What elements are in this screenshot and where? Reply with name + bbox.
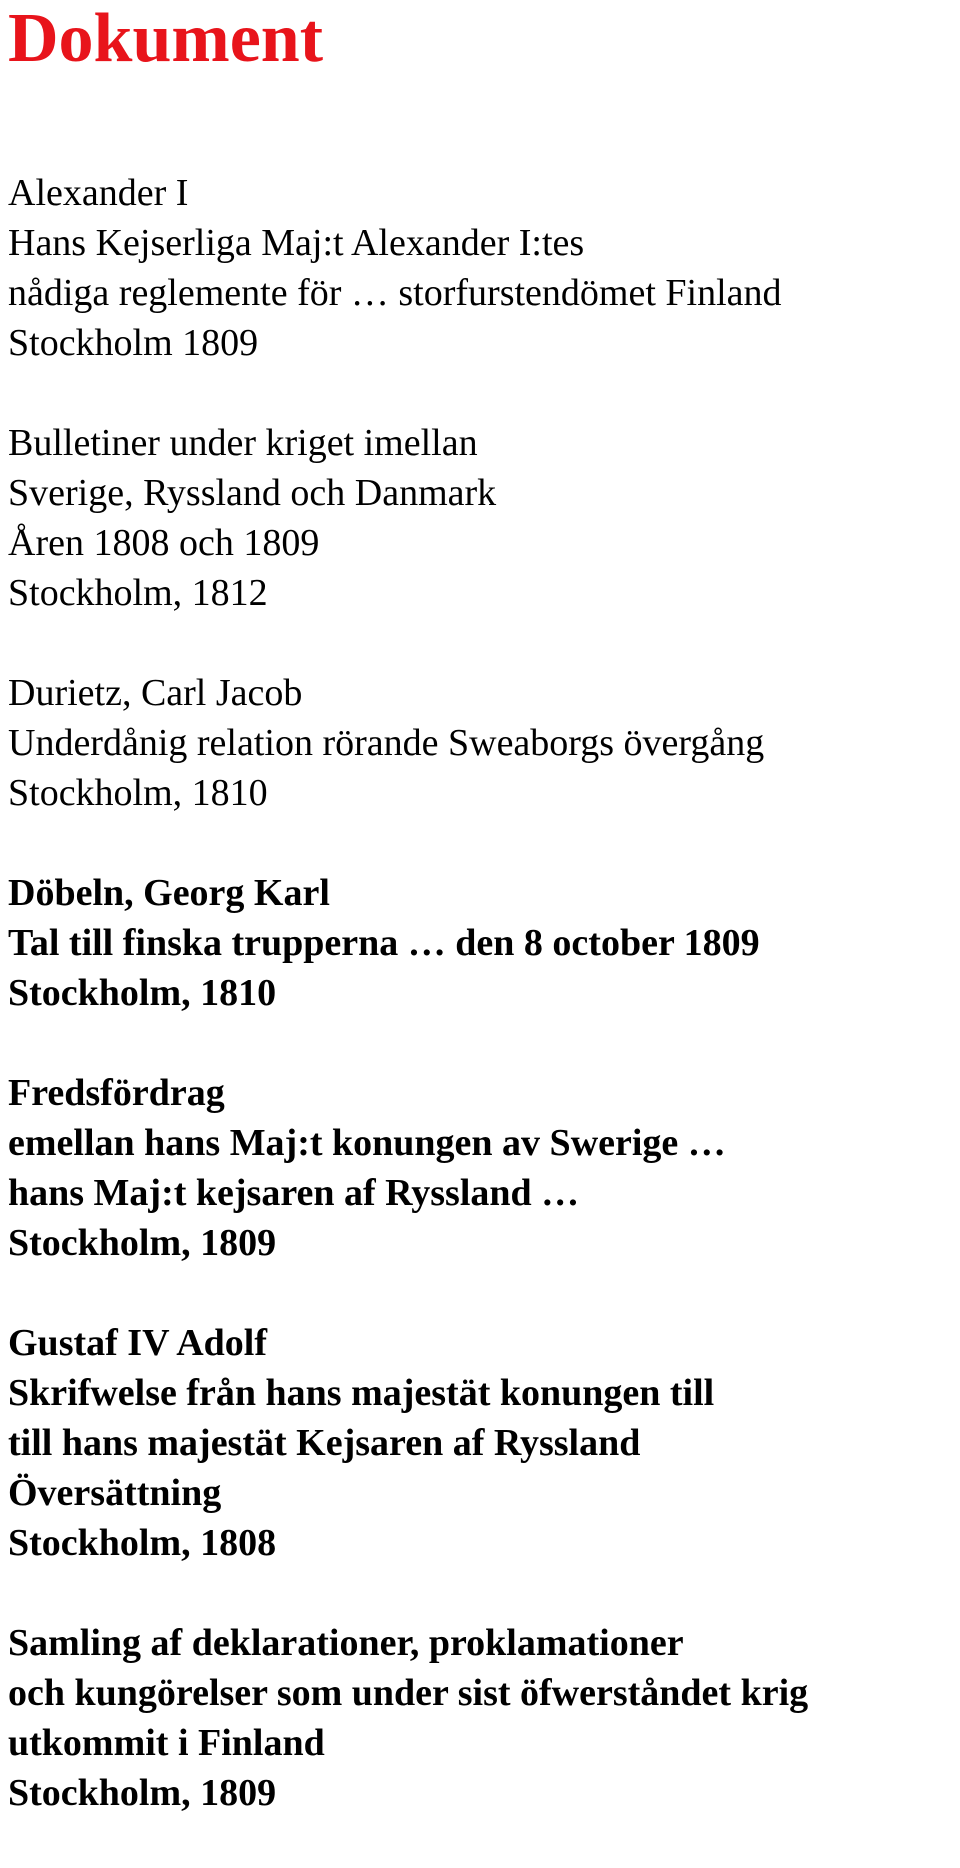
entry-heading: Bulletiner under kriget imellan (8, 422, 478, 464)
entry-line: Stockholm, 1810 (8, 772, 268, 814)
entry-line: Stockholm 1809 (8, 322, 259, 364)
entry-line: Stockholm, 1809 (8, 1772, 277, 1814)
bibliography-entry (8, 418, 952, 618)
entry-line: nådiga reglemente för … storfurstendömet Finland (8, 272, 782, 314)
entry-line: Sverige, Ryssland och Danmark (8, 472, 497, 514)
page-title: Dokument (8, 0, 324, 77)
entry-line: Åren 1808 och 1809 (8, 522, 320, 564)
entry-line: och kungörelser som under sist öfwerståndet krig (8, 1672, 809, 1714)
entry-line: Tal till finska trupperna … den 8 october 1809 (8, 922, 760, 964)
entry-heading: Gustaf IV Adolf (8, 1322, 268, 1364)
entry-heading: Alexander I (8, 172, 189, 214)
entry-heading: Fredsfördrag (8, 1072, 225, 1114)
entry-line: emellan hans Maj:t konungen av Swerige … (8, 1122, 726, 1164)
bibliography-entry (8, 668, 952, 818)
bibliography-entry (8, 168, 952, 368)
entry-line: utkommit i Finland (8, 1722, 325, 1764)
entry-line: Stockholm, 1810 (8, 972, 277, 1014)
bibliography-entry (8, 1068, 952, 1268)
bibliography-entry (8, 1318, 952, 1568)
entry-line: Underdånig relation rörande Sweaborgs övergång (8, 722, 765, 764)
entry-line: hans Maj:t kejsaren af Ryssland … (8, 1172, 580, 1214)
document-page (8, 0, 952, 1868)
entry-heading: Durietz, Carl Jacob (8, 672, 303, 714)
entry-heading: Samling af deklarationer, proklamationer (8, 1622, 684, 1664)
bibliography-list (8, 168, 952, 1818)
entry-line: Skrifwelse från hans majestät konungen till (8, 1372, 715, 1414)
bibliography-entry (8, 868, 952, 1018)
entry-line: Stockholm, 1809 (8, 1222, 277, 1264)
entry-line: Översättning (8, 1472, 222, 1514)
entry-line: Hans Kejserliga Maj:t Alexander I:tes (8, 222, 585, 264)
bibliography-entry (8, 1618, 952, 1818)
entry-line: till hans majestät Kejsaren af Ryssland (8, 1422, 641, 1464)
entry-heading: Döbeln, Georg Karl (8, 872, 330, 914)
entry-line: Stockholm, 1808 (8, 1522, 277, 1564)
entry-line: Stockholm, 1812 (8, 572, 268, 614)
